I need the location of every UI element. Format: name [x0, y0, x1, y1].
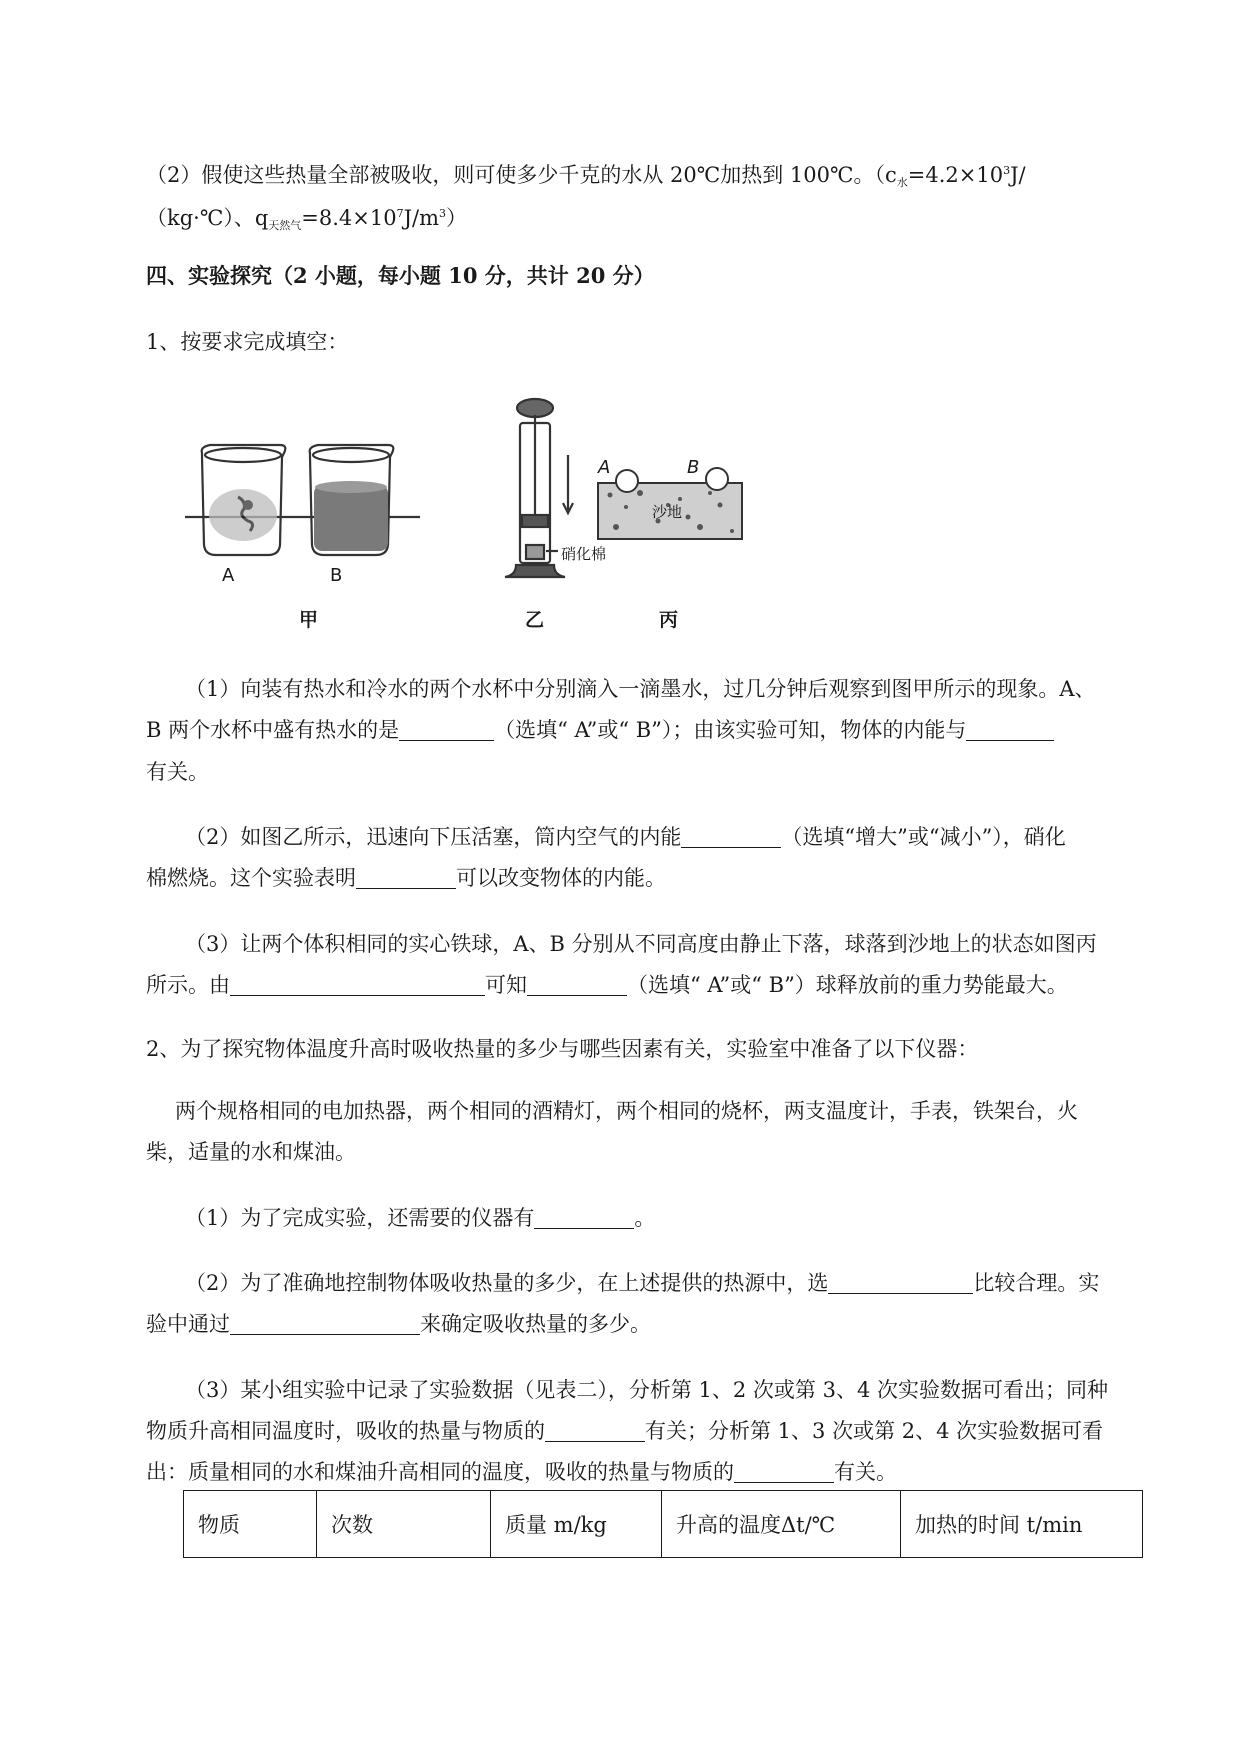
answer-blank-5[interactable] [230, 973, 485, 996]
table-header-cell: 次数 [317, 1491, 491, 1558]
p1-s2-text-b: （选填“增大”或“减小”），硝化 [781, 825, 1066, 849]
p1-s1-line-1: （1）向装有热水和冷水的两个水杯中分别滴入一滴墨水，过几分钟后观察到图甲所示的现象。A、 [185, 677, 1096, 701]
p2-s3-text-b: 有关；分析第 1、3 次或第 2、4 次实验数据可看 [645, 1419, 1104, 1443]
q-unit: J/m [403, 206, 440, 230]
q-subscript: 天然气 [268, 219, 302, 232]
answer-blank-6[interactable] [527, 973, 627, 996]
figure-bing-caption: 丙 [659, 609, 679, 631]
answer-blank-8[interactable] [828, 1271, 973, 1294]
figure-yi-label: 硝化棉 [561, 545, 607, 563]
table-header-cell: 质量 m/kg [491, 1491, 662, 1558]
answer-blank-3[interactable] [681, 825, 781, 848]
q2-close-paren: ） [446, 206, 468, 230]
p1-s1-text-b: （选填“ A”或“ B”）；由该实验可知，物体的内能与 [494, 718, 967, 742]
answer-blank-7[interactable] [534, 1206, 634, 1229]
answer-blank-11[interactable] [734, 1460, 834, 1483]
p2-s1-text-b: 。 [634, 1206, 656, 1230]
q2-line2-text: （kg·℃）、q [146, 206, 269, 230]
p1-s1-text-a: B 两个水杯中盛有热水的是 [146, 718, 400, 742]
p2-s3-text-c: 出：质量相同的水和煤油升高相同的温度，吸收的热量与物质的 [146, 1460, 734, 1484]
q-value: =8.4×10 [301, 206, 397, 230]
p2-s2-line-2 [146, 1309, 1146, 1339]
p2-s2-text-a: （2）为了准确地控制物体吸收热量的多少，在上述提供的热源中，选 [185, 1271, 829, 1295]
p2-s1-text-a: （1）为了完成实验，还需要的仪器有 [185, 1206, 535, 1230]
p1-s3-line-1: （3）让两个体积相同的实心铁球，A、B 分别从不同高度由静止下落，球落到沙地上的状态如图丙 [185, 932, 1097, 956]
figure-jia-caption: 甲 [299, 609, 319, 631]
p2-equipment-line-2: 柴，适量的水和煤油。 [146, 1140, 356, 1164]
figure-jia-label-b: B [330, 565, 343, 586]
answer-blank-9[interactable] [230, 1312, 420, 1335]
answer-blank-1[interactable] [399, 718, 494, 741]
answer-blank-4[interactable] [356, 866, 456, 889]
section-title: 四、实验探究（2 小题，每小题 10 分，共计 20 分） [146, 263, 655, 288]
table-header-cell: 升高的温度Δt/℃ [662, 1491, 901, 1558]
p2-s2-text-b: 比较合理。实 [973, 1271, 1100, 1295]
table-header-row [184, 1491, 1143, 1558]
figure-jia-label-a: A [222, 565, 235, 586]
c-exponent: 3 [1003, 164, 1011, 177]
data-table [183, 1490, 1143, 1558]
ink-in-beaker-b [314, 481, 388, 551]
c-subscript: 水 [896, 176, 908, 189]
p1-s1-line-3: 有关。 [146, 760, 209, 784]
answer-blank-10[interactable] [545, 1419, 645, 1442]
p1-s3-text-a: 所示。由 [146, 973, 230, 997]
p2-s2-text-c: 验中通过 [146, 1312, 230, 1336]
p2-s3-text-d: 有关。 [834, 1460, 897, 1484]
c-unit: J/ [1010, 163, 1026, 187]
c-value: =4.2×10 [907, 163, 1004, 187]
experiment-figure [180, 395, 840, 635]
p1-s2-line-2 [146, 863, 1146, 893]
p1-s2-text-d: 可以改变物体的内能。 [456, 866, 666, 890]
q2-text: （2）假使这些热量全部被吸收，则可使多少千克的水从 20℃加热到 100℃。（c [146, 163, 897, 187]
figure-yi-caption: 乙 [525, 609, 545, 631]
p2-s3-line-1: （3）某小组实验中记录了实验数据（见表二），分析第 1、2 次或第 3、4 次实验数据可看出；同种 [185, 1378, 1109, 1402]
q2-line-1 [146, 156, 1146, 198]
q2-line-2 [146, 199, 1146, 241]
p1-s3-text-c: （选填“ A”或“ B”）球释放前的重力势能最大。 [627, 973, 1068, 997]
p1-s3-text-b: 可知 [485, 973, 527, 997]
p2-s2-text-d: 来确定吸收热量的多少。 [420, 1312, 651, 1336]
ink-in-beaker-a [209, 489, 277, 541]
figure-bing-label-a: A [598, 457, 611, 478]
figure-bing-label-b: B [687, 457, 700, 478]
q-unit-exponent: 3 [439, 207, 447, 220]
table-header-cell: 加热的时间 t/min [901, 1491, 1143, 1558]
p2-s3-text-a: 物质升高相同温度时，吸收的热量与物质的 [146, 1419, 545, 1443]
q-exponent: 7 [396, 207, 404, 220]
p1-s2-line-1 [185, 822, 1185, 852]
experiment-illustration [180, 395, 840, 635]
p1-s3-line-2 [146, 970, 1146, 1000]
p2-s3-line-3 [146, 1457, 1146, 1487]
p2-equipment-line-1: 两个规格相同的电加热器，两个相同的酒精灯，两个相同的烧杯，两支温度计，手表，铁架台，火 [175, 1099, 1078, 1123]
problem-1-intro: 1、按要求完成填空： [146, 330, 349, 354]
answer-blank-2[interactable] [966, 718, 1054, 741]
p2-s2-line-1 [185, 1268, 1185, 1298]
p1-s2-text-a: （2）如图乙所示，迅速向下压活塞，筒内空气的内能 [185, 825, 682, 849]
p1-s1-line-2 [146, 715, 1146, 745]
problem-2-intro: 2、为了探究物体温度升高时吸收热量的多少与哪些因素有关，实验室中准备了以下仪器： [146, 1037, 979, 1061]
table-header-cell: 物质 [184, 1491, 317, 1558]
p2-s3-line-2 [146, 1416, 1146, 1446]
figure-bing-sand-label: 沙地 [652, 503, 683, 521]
p1-s2-text-c: 棉燃烧。这个实验表明 [146, 866, 356, 890]
p2-s1-line [185, 1203, 1185, 1233]
